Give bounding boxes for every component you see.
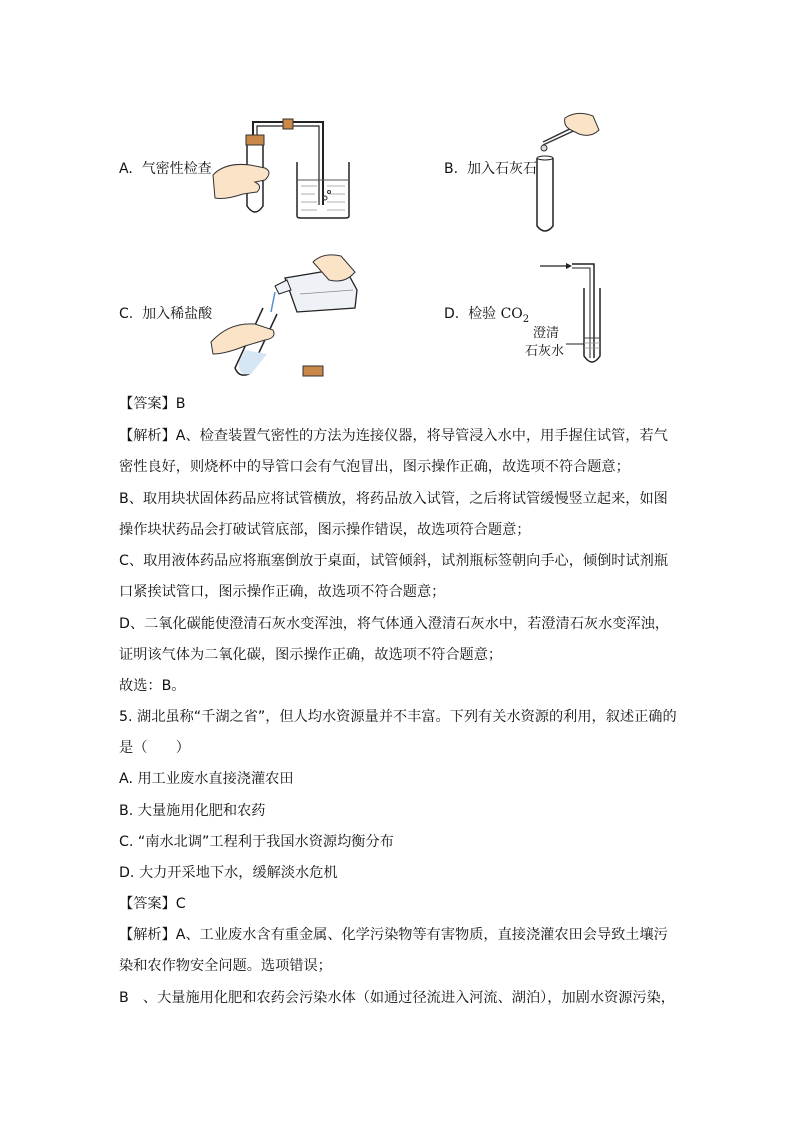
figure-b-add-limestone: [525, 108, 605, 236]
figure-a-airtightness: [205, 110, 355, 225]
analysis-1-line-6: 口紧挨试管口，图示操作正确，故选项不符合题意；: [119, 584, 446, 600]
analysis-1-line-1: 【解析】A、检查装置气密性的方法为连接仪器，将导管浸入水中，用手握住试管，若气: [119, 428, 668, 444]
question-5-choice-c: C. “南水北调”工程利于我国水资源均衡分布: [119, 834, 394, 850]
option-a: [119, 160, 212, 178]
option-b-label: B.: [444, 161, 459, 177]
analysis-1-line-5: C、取用液体药品应将瓶塞倒放于桌面，试管倾斜，试剂瓶标签朝向手心，倾倒时试剂瓶: [119, 553, 669, 569]
analysis-1-line-8: 证明该气体为二氧化碳，图示操作正确，故选项不符合题意；: [119, 647, 503, 663]
analysis-2-line-1: 【解析】A、工业废水含有重金属、化学污染物等有害物质，直接浇灌农田会导致土壤污: [119, 927, 668, 943]
option-c-text: 加入稀盐酸: [142, 306, 213, 322]
analysis-1-line-4: 操作块状药品会打破试管底部，图示操作错误，故选项符合题意；: [119, 522, 531, 538]
question-5-choice-d: D. 大力开采地下水，缓解淡水危机: [119, 865, 338, 881]
question-5-choice-a: A. 用工业废水直接浇灌农田: [119, 771, 294, 787]
figure-d-label-line2: 石灰水: [525, 344, 565, 359]
analysis-1-line-2: 密性良好，则烧杯中的导管口会有气泡冒出，图示操作正确，故选项不符合题意；: [119, 459, 630, 475]
option-c: [119, 305, 212, 323]
figure-d-label: [525, 325, 565, 361]
option-b-text: 加入石灰石: [466, 161, 537, 177]
analysis-1-line-7: D、二氧化碳能使澄清石灰水变浑浊，将气体通入澄清石灰水中，若澄清石灰水变浑浊，: [119, 616, 670, 632]
analysis-1-line-9: 故选：B。: [119, 678, 186, 694]
option-d-text: 检验: [468, 306, 497, 322]
option-a-label: A.: [119, 161, 133, 177]
option-d-formula: $CO_2$: [500, 306, 530, 325]
analysis-2-line-3: B 、大量施用化肥和农药会污染水体（如通过径流进入河流、湖泊），加剧水资源污染，: [119, 990, 675, 1006]
figure-d-label-line1: 澄清: [533, 326, 560, 341]
option-a-text: 气密性检查: [141, 161, 212, 177]
analysis-2-line-2: 染和农作物安全问题。选项错误；: [119, 958, 332, 974]
option-d: [444, 305, 529, 329]
option-b: [444, 160, 537, 178]
question-5-choice-b: B. 大量施用化肥和农药: [119, 803, 266, 819]
option-c-label: C.: [119, 306, 134, 322]
analysis-1-line-3: B、取用块状固体药品应将试管横放，将药品放入试管，之后将试管缓慢竖立起来，如图: [119, 491, 668, 507]
question-5-stem-line-2: 是（ ）: [119, 740, 190, 756]
answer-1: 【答案】B: [119, 396, 186, 412]
answer-2: 【答案】C: [119, 896, 186, 912]
option-d-label: D.: [444, 306, 460, 322]
question-5-stem-line-1: 5. 湖北虽称“千湖之省”，但人均水资源量并不丰富。下列有关水资源的利用，叙述正确的: [119, 709, 677, 725]
figure-c-add-acid: [205, 250, 370, 382]
